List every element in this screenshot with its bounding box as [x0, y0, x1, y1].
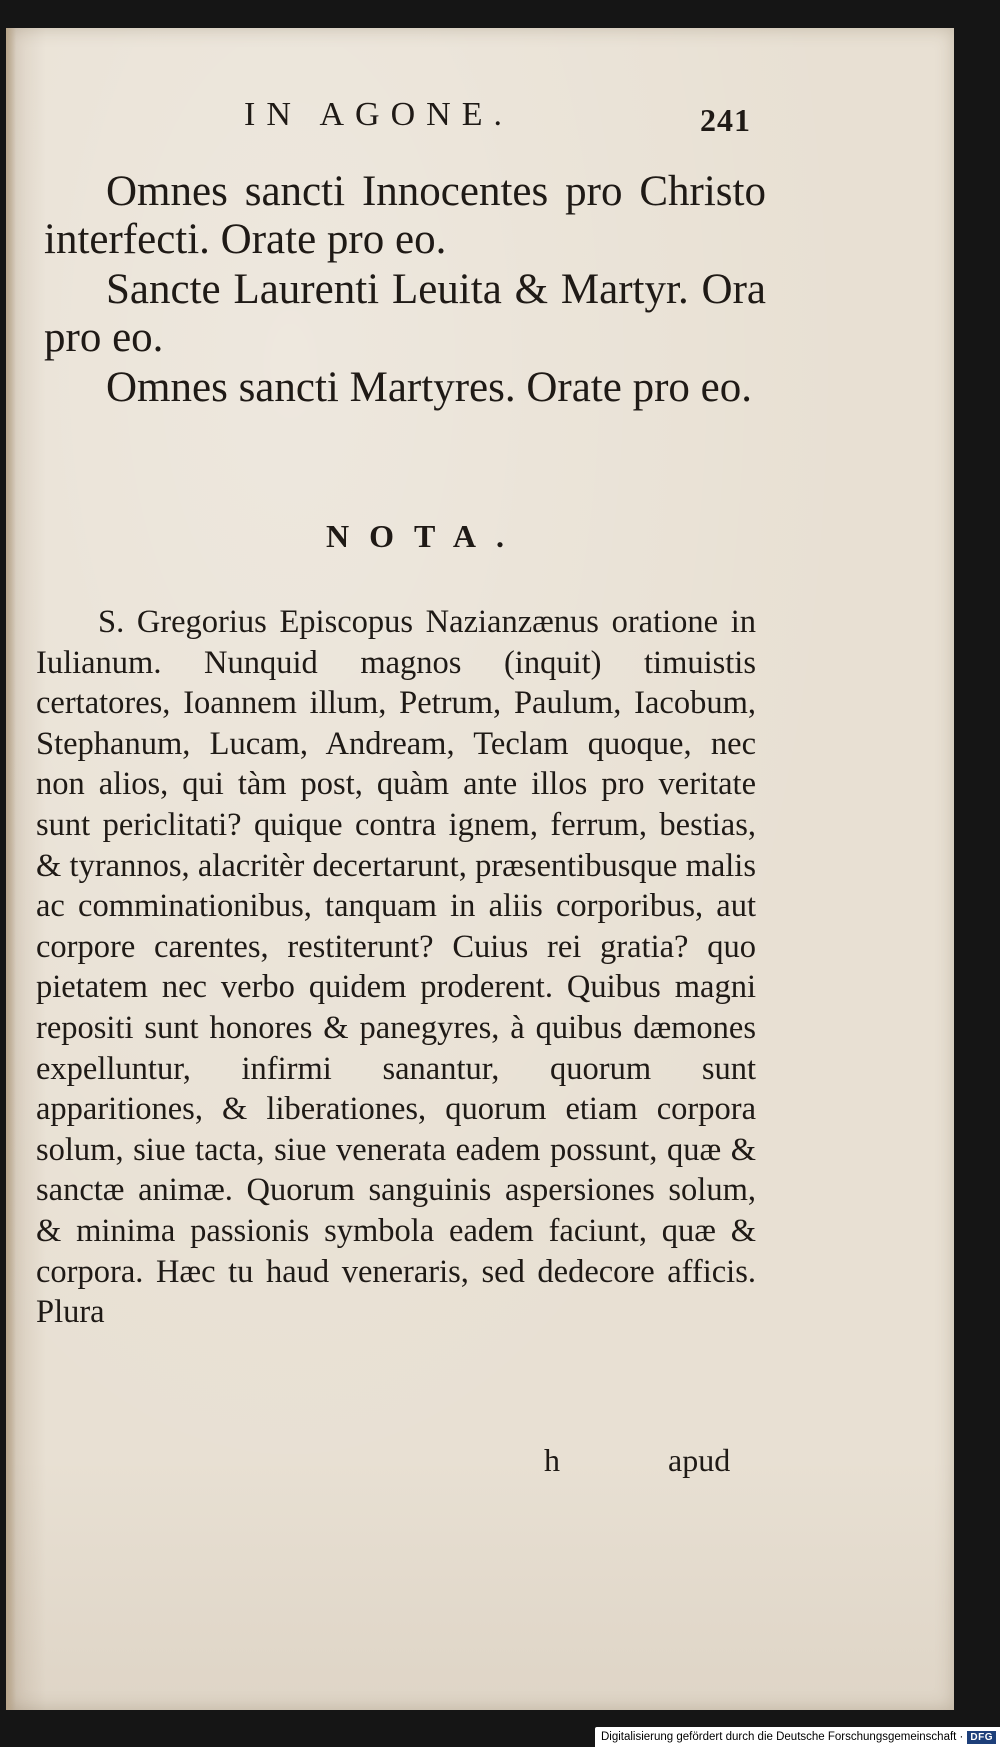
running-head: IN AGONE. [244, 96, 513, 133]
section-heading-nota [6, 518, 954, 555]
catchword-line [36, 1442, 756, 1486]
catchword: apud [668, 1442, 731, 1478]
page-gutter-edge [6, 28, 16, 1710]
litany-invocation: Sancte Laurenti Leuita & Martyr. Ora pro eo. [44, 266, 766, 361]
litany-invocation: Omnes sancti Innocentes pro Christo interfecti. Orate pro eo. [44, 168, 766, 263]
signature-mark: h [544, 1442, 560, 1478]
page-header [6, 84, 954, 144]
page-number: 241 [700, 102, 751, 138]
digitization-credit: Digitalisierung gefördert durch die Deutsche Forschungsgemeinschaft · [600, 1731, 964, 1743]
dfg-logo-icon: DFG [967, 1731, 996, 1744]
nota-paragraph: S. Gregorius Episcopus Nazianzænus oratione in Iulianum. Nunquid magnos (inquit) timuistis certatores, Ioannem illum, Petrum, Paulum, Iacobum, Stephanum, Lucam, Andream, Teclam quoque, nec non alios, qui tàm post, quàm ante illos pro veritate sunt periclitati? quique contra ignem, ferrum, bestias, & tyrannos, alacritèr decertarunt, præsentibusque malis ac comminationibus, tanquam in aliis corporibus, aut corpore carentes, restiterunt? Cuius rei gratia? quo pietatem nec verbo quidem proderent. Quibus magni repositi sunt honores & panegyres, à quibus dæmones expelluntur, infirmi sanantur, quorum sunt apparitiones, & liberationes, quorum etiam corpora solum, siue tacta, siue venerata eadem possunt, quæ & sanctæ animæ. Quorum sanguinis aspersiones solum, & minima passionis symbola eadem faciunt, quæ & corpora. Hæc tu haud veneraris, sed dedecore afficis. Plura [36, 604, 756, 1331]
litany-list [44, 168, 766, 414]
book-page [6, 28, 954, 1710]
section-heading-text: NOTA. [325, 518, 525, 554]
litany-invocation: Omnes sancti Martyres. Orate pro eo. [106, 364, 752, 411]
digitization-credit-bar [595, 1727, 1000, 1747]
